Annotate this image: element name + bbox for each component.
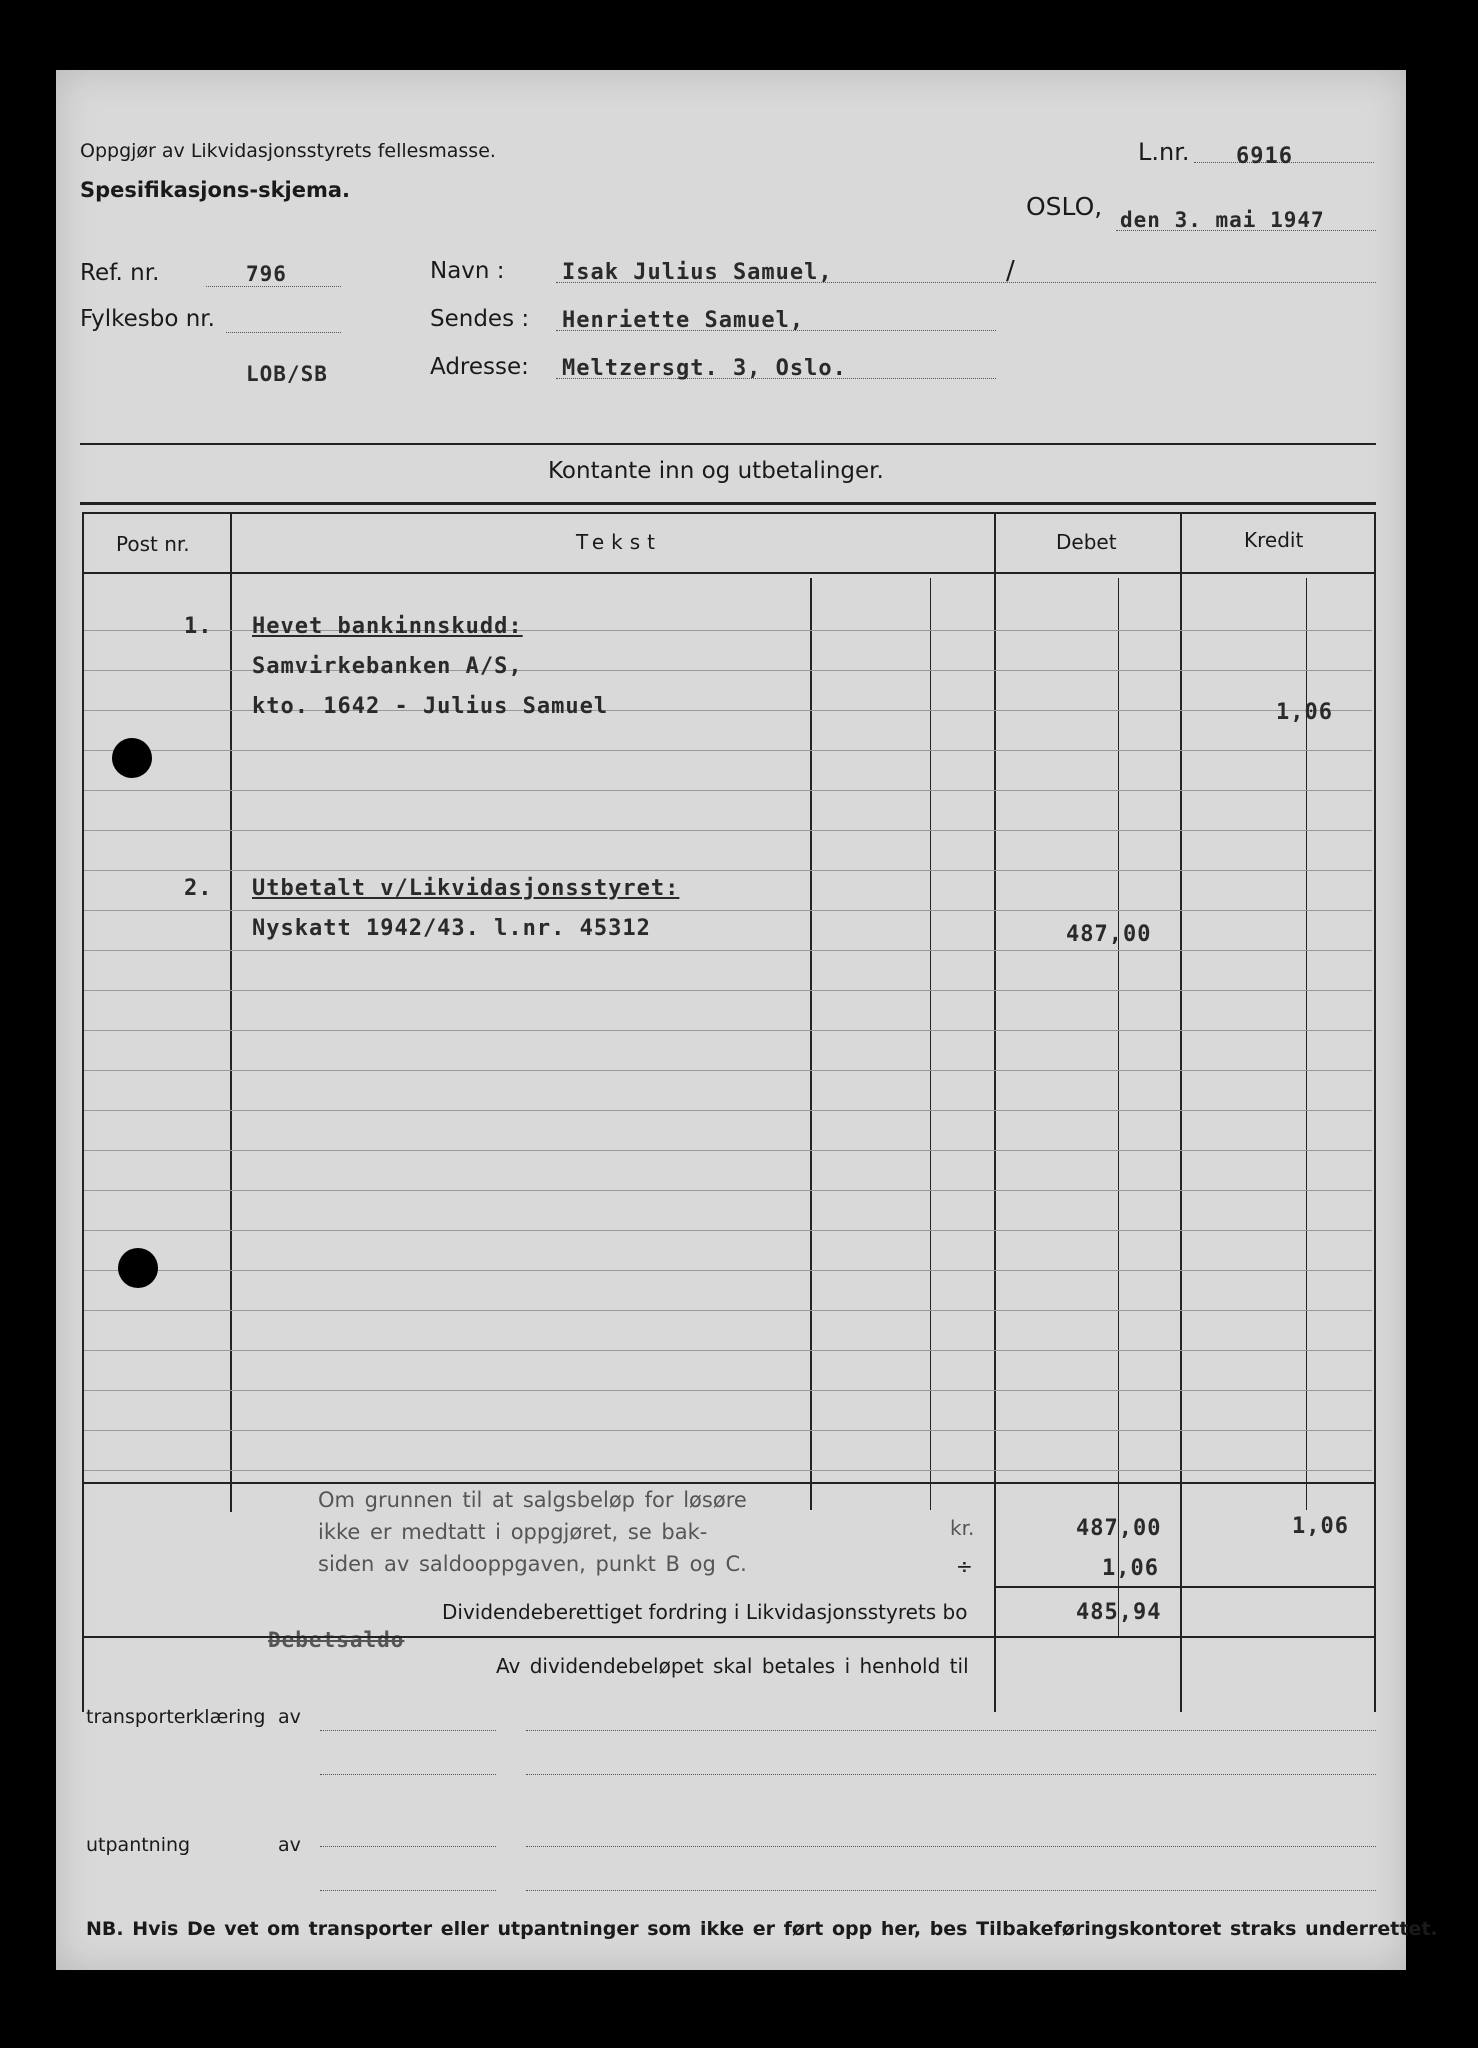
slash-mark: /: [1006, 256, 1015, 286]
adresse-value: Meltzersgt. 3, Oslo.: [562, 356, 847, 381]
navn-label: Navn :: [430, 258, 505, 284]
form-title: Oppgjør av Likvidasjonsstyrets fellesmasse.: [80, 140, 496, 162]
entry-heading: Utbetalt v/Likvidasjonsstyret:: [252, 876, 680, 901]
post-column-divider: [230, 512, 232, 1512]
col-tekst-header: Tekst: [576, 530, 662, 554]
kr-label: kr.: [950, 1516, 975, 1540]
form-subtitle: Spesifikasjons-skjema.: [80, 178, 351, 202]
date-value: den 3. mai 1947: [1120, 208, 1325, 232]
punch-hole: [112, 738, 152, 778]
adresse-label: Adresse:: [430, 354, 529, 380]
punch-hole: [118, 1248, 158, 1288]
section-title: Kontante inn og utbetalinger.: [548, 458, 884, 484]
utpantning-av-label: av: [278, 1834, 301, 1856]
transport-line: [320, 1730, 496, 1731]
utpantning-line: [526, 1846, 1376, 1847]
col-post-header: Post nr.: [116, 532, 190, 556]
sum-kredit: 1,06: [1292, 1514, 1349, 1539]
transport-line: [320, 1774, 496, 1775]
city-label: OSLO,: [1026, 192, 1103, 221]
debet-saldo-strikethrough: Debetsaldo: [268, 1628, 405, 1652]
utpantning-line: [526, 1890, 1376, 1891]
utpantning-label: utpantning: [86, 1834, 191, 1856]
sum-debet: 487,00: [1076, 1516, 1162, 1541]
ref-value: 796: [246, 262, 287, 286]
lnr-label: L.nr.: [1138, 138, 1190, 166]
note-line: ikke er medtatt i oppgjøret, se bak-: [318, 1520, 708, 1544]
entry-kredit-amount: 1,06: [1276, 700, 1333, 725]
col-debet-header: Debet: [1056, 530, 1117, 554]
dividend-value: 485,94: [1076, 1600, 1162, 1625]
lnr-value: 6916: [1236, 144, 1293, 169]
payment-note: Av dividendebeløpet skal betales i henhold til: [496, 1654, 969, 1678]
fylkesbo-line: [226, 332, 341, 333]
entry-heading: Hevet bankinnskudd:: [252, 614, 523, 639]
ref-label: Ref. nr.: [80, 260, 160, 286]
entry-text-line: kto. 1642 - Julius Samuel: [252, 694, 609, 719]
utpantning-line: [320, 1846, 496, 1847]
nb-notice: NB. Hvis De vet om transporter eller utpantninger som ikke er ført opp her, bes Tilbakeføringskontoret straks underrettet.: [86, 1918, 1438, 1940]
fylkesbo-label: Fylkesbo nr.: [80, 306, 215, 332]
totals-note: [318, 1484, 747, 1580]
table-bottom-border: [82, 1636, 1376, 1638]
document-page: [56, 70, 1438, 1970]
transport-line: [526, 1730, 1376, 1731]
table-right-border: [1374, 512, 1376, 1712]
tekst-inner-divider-1: [810, 578, 812, 1510]
code-value: LOB/SB: [246, 362, 328, 386]
sendes-label: Sendes :: [430, 306, 530, 332]
transport-av-label: av: [278, 1706, 301, 1728]
transport-label: transporterklæring: [86, 1706, 266, 1728]
tekst-inner-divider-2: [930, 578, 931, 1510]
note-line: Om grunnen til at salgsbeløp for løsøre: [318, 1488, 747, 1512]
minus-sign: ÷: [956, 1554, 973, 1578]
entry-post-number: 1.: [184, 614, 213, 639]
kredit-column-divider: [1180, 512, 1182, 1712]
minus-kredit: 1,06: [1102, 1556, 1159, 1581]
transport-line: [526, 1774, 1376, 1775]
note-line: siden av saldooppgaven, punkt B og C.: [318, 1552, 747, 1576]
section-rule-bottom: [80, 502, 1376, 505]
section-rule-top: [80, 443, 1376, 445]
entry-text-line: Nyskatt 1942/43. l.nr. 45312: [252, 916, 651, 941]
dividend-label: Dividendeberettiget fordring i Likvidasjonsstyrets bo: [442, 1600, 968, 1624]
debet-decimal-divider: [1118, 578, 1119, 1638]
col-kredit-header: Kredit: [1244, 528, 1304, 552]
debet-column-divider: [994, 512, 996, 1712]
subtotal-rule: [996, 1586, 1376, 1588]
entry-post-number: 2.: [184, 876, 213, 901]
ref-line: [206, 286, 341, 287]
sendes-value: Henriette Samuel,: [562, 308, 805, 333]
utpantning-line: [320, 1890, 496, 1891]
table-left-border: [82, 512, 84, 1712]
navn-value: Isak Julius Samuel,: [562, 260, 833, 285]
entry-debet-amount: 487,00: [1066, 922, 1152, 947]
entry-text-line: Samvirkebanken A/S,: [252, 654, 523, 679]
